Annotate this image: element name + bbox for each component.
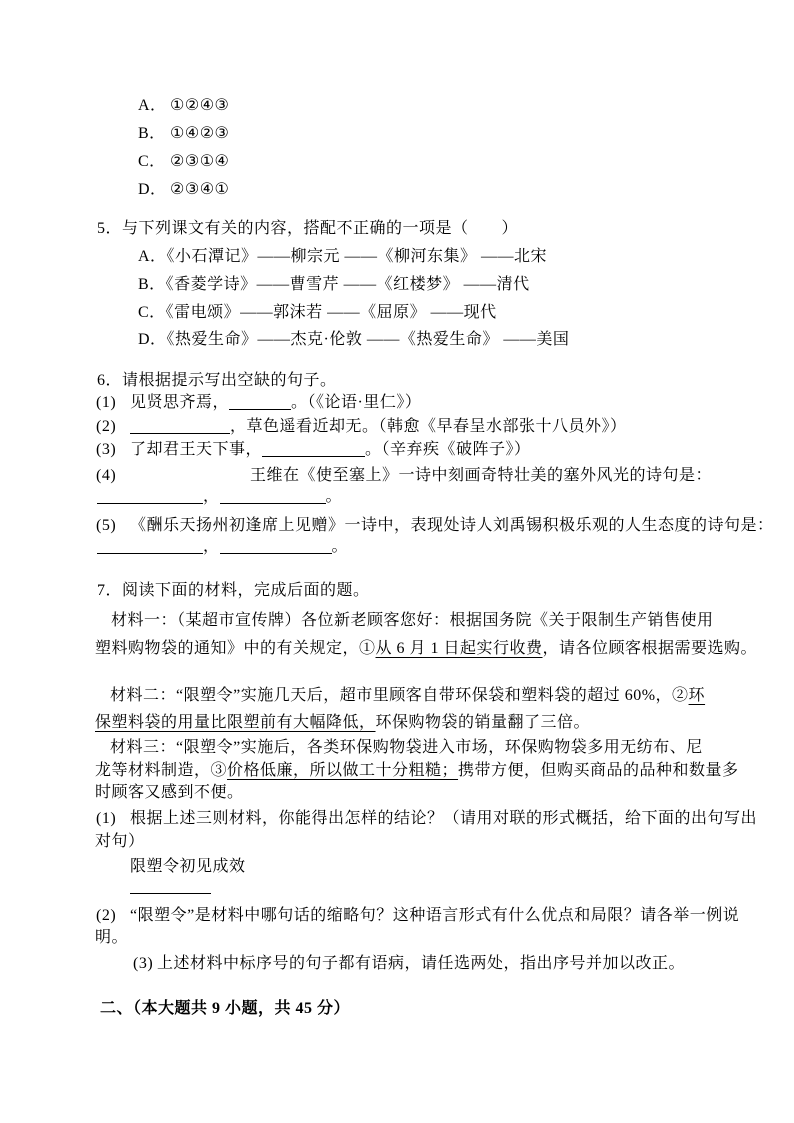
q6-item-4-blank-1 — [97, 489, 203, 504]
q4-option-a — [138, 96, 229, 115]
q5-option-a: A．《小石潭记》——柳宗元 ——《柳河东集》 ——北宋 — [138, 248, 548, 265]
q6-item-5-answer-line — [97, 537, 348, 556]
q7-material-1-line-1: 材料一：（某超市宣传牌）各位新老顾客您好：根据国务院《关于限制生产销售使用 — [111, 612, 714, 629]
q5-option-c: C．《雷电颂》——郭沫若 ——《屈原》 ——现代 — [138, 304, 497, 321]
q4-option-c-label: C． — [138, 153, 166, 170]
q7-material-3-line-1: 材料三：“限塑令”实施后，各类环保购物袋进入市场，环保购物袋多用无纺布、尼 — [110, 739, 703, 756]
q6-item-2 — [96, 417, 627, 436]
q6-item-5-blank-2 — [220, 539, 332, 554]
q6-item-5-marker: (5) — [96, 517, 117, 534]
q7-sub-1-line-2: 对句） — [95, 833, 145, 850]
q6-item-4-period: 。 — [325, 488, 343, 505]
q7-material-1-line-2 — [95, 639, 757, 658]
q7-sub-3-text: 上述材料中标序号的句子都有语病，请任选两处，指出序号并加以改正。 — [157, 955, 686, 972]
q6-item-2-blank — [130, 419, 230, 434]
q7-sub-1-text-1: 根据上述三则材料，你能得出怎样的结论？（请用对联的形式概括，给下面的出句写出 — [130, 810, 758, 827]
q7-material-2-line-2 — [95, 713, 590, 732]
q6-item-1-marker: (1) — [96, 394, 117, 411]
q7-sub-2-text-1: “限塑令”是材料中哪句话的缩略句？这种语言形式有什么优点和局限？请各举一例说 — [130, 907, 740, 924]
q7-material-2-underlined-text-start: 环 — [688, 687, 706, 704]
q7-material-3-line-2 — [95, 761, 739, 780]
q6-item-3-before: 了却君王天下事， — [130, 441, 263, 458]
q4-option-d-label: D． — [138, 181, 167, 198]
q7-material-3-line-2-pre: 龙等材料制造，③ — [95, 762, 228, 779]
q4-option-b — [138, 124, 229, 143]
q5-option-d: D．《热爱生命》——杰克·伦敦 ——《热爱生命》 ——美国 — [138, 331, 570, 348]
q7-material-3-line-3: 时顾客又感到不便。 — [95, 784, 244, 801]
q7-material-3-line-2-post: 携带方便，但购买商品的品种和数量多 — [458, 762, 739, 779]
q4-option-c — [138, 152, 229, 171]
section-2-header: 二、（本大题共 9 小题，共 45 分） — [100, 1000, 351, 1017]
q7-material-2-line-1 — [110, 686, 705, 705]
q6-item-5-blank-1 — [97, 539, 203, 554]
q7-sub-1-marker: (1) — [96, 810, 117, 827]
q4-option-b-label: B． — [138, 125, 166, 142]
q4-option-d-value: ②③④① — [170, 181, 230, 198]
q6-item-1-after: 。（《论语·里仁》） — [291, 394, 422, 411]
q7-material-1-underlined-text: 从 6 月 1 日起实行收费 — [375, 640, 543, 657]
q6-item-1-before: 见贤思齐焉， — [130, 394, 230, 411]
q7-material-2-line-1-pre: 材料二：“限塑令”实施几天后，超市里顾客自带环保袋和塑料袋的超过 60%，② — [110, 687, 689, 704]
q4-option-a-label: A． — [138, 97, 167, 114]
q5-option-b: B．《香菱学诗》——曹雪芹 ——《红楼梦》 ——清代 — [138, 276, 530, 293]
q6-item-4-blank-2 — [220, 489, 326, 504]
q4-option-a-value: ①②④③ — [170, 97, 230, 114]
q7-sub-2-line-2: 明。 — [95, 929, 129, 946]
q6-stem: 6．请根据提示写出空缺的句子。 — [97, 372, 337, 389]
q7-couplet-first-line: 限塑令初见成效 — [130, 858, 246, 875]
q7-material-1-line-2-post: ，请各位顾客根据需要选购。 — [542, 640, 758, 657]
q6-item-2-after: ，草色遥看近却无。（韩愈《早春呈水部张十八员外》） — [230, 418, 627, 435]
q7-material-2-line-2-post: 环保购物袋的销量翻了三倍。 — [375, 714, 591, 731]
q6-item-2-marker: (2) — [96, 418, 117, 435]
q6-item-3-blank — [262, 442, 365, 457]
q4-option-c-value: ②③①④ — [170, 153, 230, 170]
q6-item-5-prompt: 《酬乐天扬州初逢席上见赠》一诗中，表现处诗人刘禹锡积极乐观的人生态度的诗句是： — [130, 517, 774, 534]
q6-item-4-answer-line — [97, 487, 342, 506]
q6-item-4-comma: ， — [203, 488, 220, 505]
q6-item-5-comma: ， — [203, 538, 220, 555]
q6-item-3-after: 。（辛弃疾《破阵子》） — [365, 441, 531, 458]
q7-material-3-underlined-text: 价格低廉，所以做工十分粗糙； — [227, 762, 459, 779]
q4-option-b-value: ①④②③ — [170, 125, 230, 142]
q7-material-2-underlined-text-cont: 保塑料袋的用量比限塑前有大幅降低， — [95, 714, 376, 731]
q6-item-3 — [96, 440, 531, 459]
q7-sub-2-marker: (2) — [96, 907, 117, 924]
q7-couplet-answer-line — [130, 877, 211, 896]
q7-sub-1-line-1 — [96, 809, 757, 828]
q6-item-3-marker: (3) — [96, 441, 117, 458]
q7-material-1-line-2-pre: 塑料购物袋的通知》中的有关规定，① — [95, 640, 376, 657]
q6-item-4-prompt: 王维在《使至塞上》一诗中刻画奇特壮美的塞外风光的诗句是： — [250, 467, 713, 484]
q7-couplet-blank — [130, 879, 211, 894]
q7-sub-2-line-1 — [96, 906, 739, 925]
q5-stem: 5．与下列课文有关的内容，搭配不正确的一项是（ ） — [97, 220, 519, 237]
q7-sub-3-marker: (3) — [133, 955, 154, 972]
q6-item-5 — [96, 516, 774, 535]
q7-stem: 7．阅读下面的材料，完成后面的题。 — [97, 582, 370, 599]
q6-item-1-blank — [229, 395, 291, 410]
q6-item-4 — [96, 466, 712, 485]
q6-item-4-marker: (4) — [96, 467, 117, 484]
q4-option-d — [138, 180, 229, 199]
q7-sub-3 — [133, 954, 685, 973]
q6-item-5-period: 。 — [331, 538, 349, 555]
q6-item-1 — [96, 393, 421, 412]
